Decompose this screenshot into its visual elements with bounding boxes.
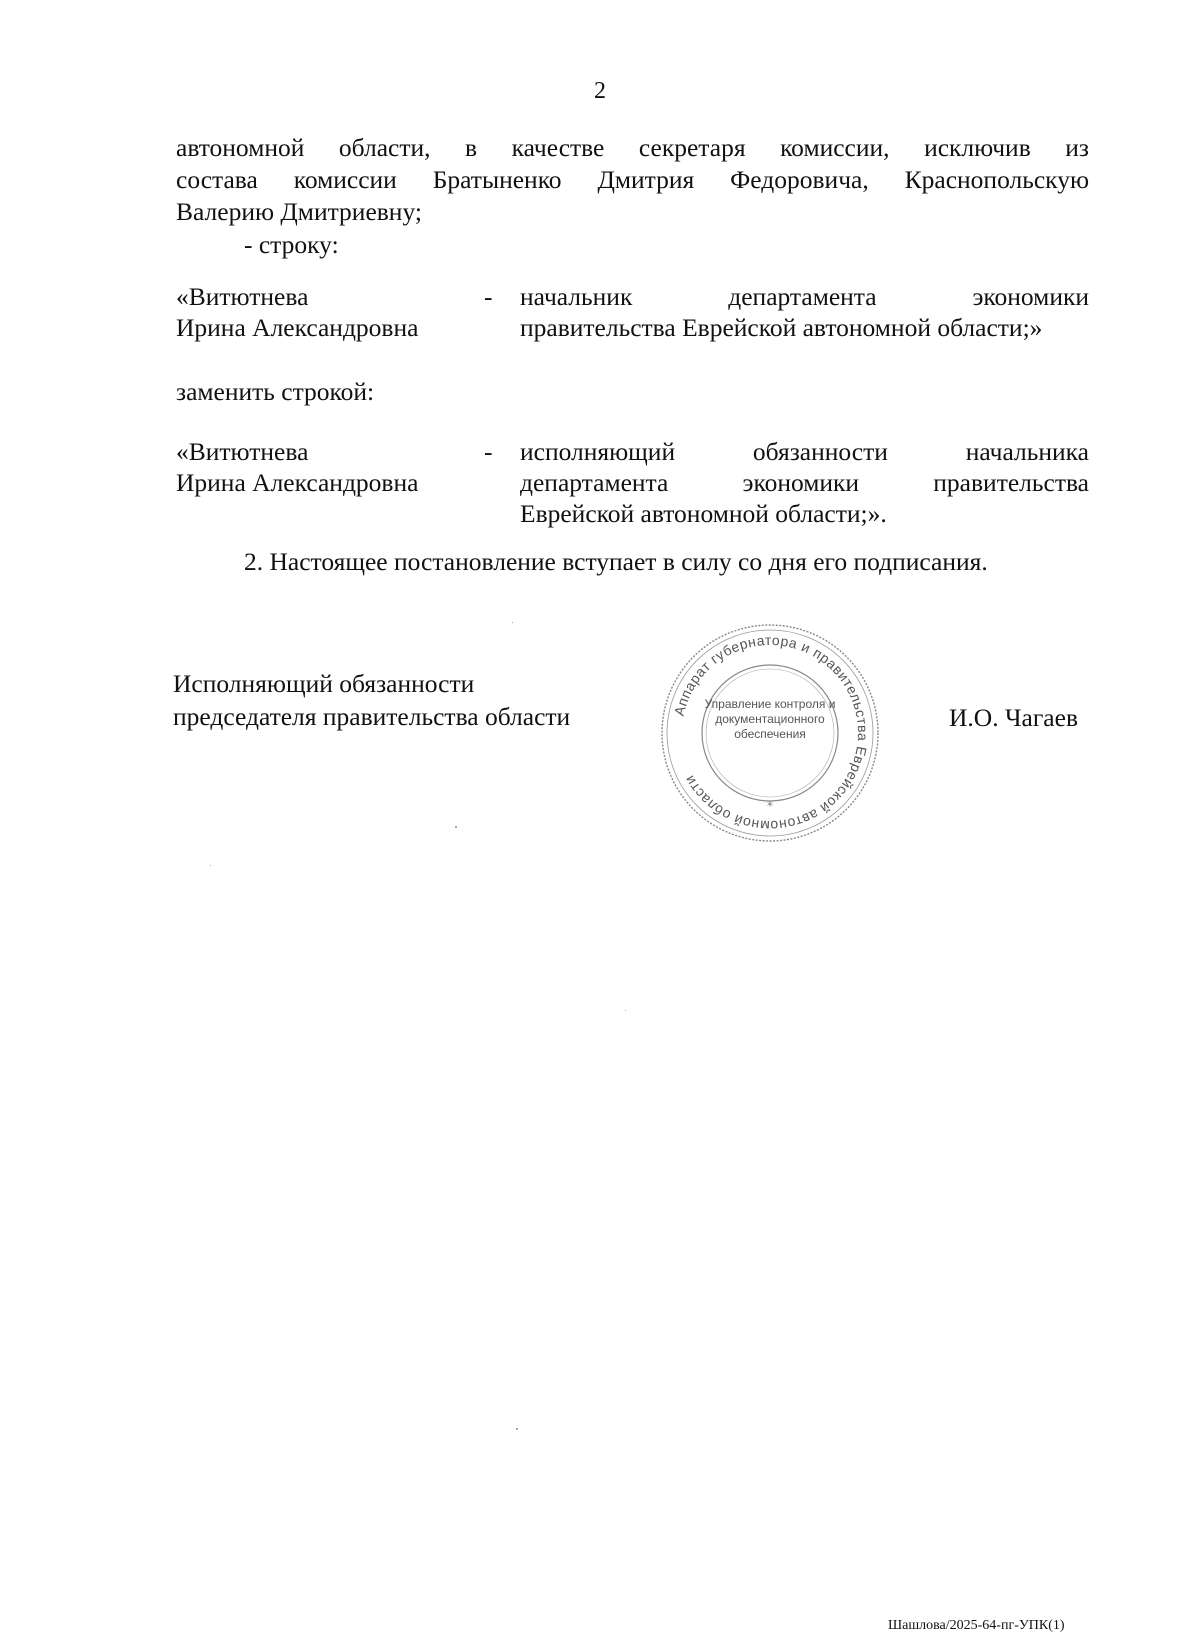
new-position-line-2: департамента экономики правительства (520, 468, 1089, 497)
item-line-label: - строку: (244, 230, 339, 259)
new-member-given-names: Ирина Александровна (176, 468, 419, 497)
seal-center-line-1: Управление контроля и (704, 697, 836, 711)
signatory-title-line-2: председателя правительства области (173, 702, 571, 731)
signatory-title-line-1: Исполняющий обязанности (173, 669, 475, 698)
scan-speck (210, 865, 211, 866)
old-position-line-2: правительства Еврейской автономной области;» (520, 313, 1043, 342)
intro-paragraph (176, 132, 1089, 228)
page-number: 2 (594, 78, 606, 104)
new-member-position (520, 436, 1089, 529)
signatory-name: И.О. Чагаев (949, 703, 1078, 732)
old-member-position (520, 281, 1089, 343)
clause-2: 2. Настоящее постановление вступает в силу со дня его подписания. (244, 547, 988, 576)
intro-line-1: автономной области, в качестве секретаря комиссии, исключив из (176, 133, 1089, 162)
scan-speck (516, 1428, 518, 1430)
seal-center-line-2: документационного (715, 712, 825, 726)
old-member-dash: - (484, 282, 493, 311)
new-member-name (176, 436, 476, 498)
new-member-dash: - (484, 437, 493, 466)
seal-center-text (702, 697, 838, 742)
new-member-surname: «Витютнева (176, 437, 309, 466)
old-member-name (176, 281, 476, 343)
footer-code: Шашлова/2025-64-пг-УПК(1) (888, 1618, 1065, 1633)
scan-speck (512, 622, 513, 623)
old-member-surname: «Витютнева (176, 282, 309, 311)
scan-speck (455, 826, 457, 828)
new-position-line-1: исполняющий обязанности начальника (520, 437, 1089, 466)
signatory-title (173, 667, 570, 733)
seal-ring-text: Аппарат губернатора и правительства Еврейской автономной области (670, 631, 872, 835)
old-member-given-names: Ирина Александровна (176, 313, 419, 342)
old-position-line-1: начальник департамента экономики (520, 282, 1089, 311)
replace-label: заменить строкой: (176, 377, 375, 406)
new-position-line-3: Еврейской автономной области;». (520, 499, 887, 528)
intro-line-2: состава комиссии Братыненко Дмитрия Федоровича, Краснопольскую (176, 165, 1089, 194)
seal-center-line-3: обеспечения (734, 727, 806, 741)
intro-line-3: Валерию Дмитриевну; (176, 197, 422, 226)
seal-star-icon: * (767, 799, 773, 813)
scan-speck (625, 1010, 626, 1011)
